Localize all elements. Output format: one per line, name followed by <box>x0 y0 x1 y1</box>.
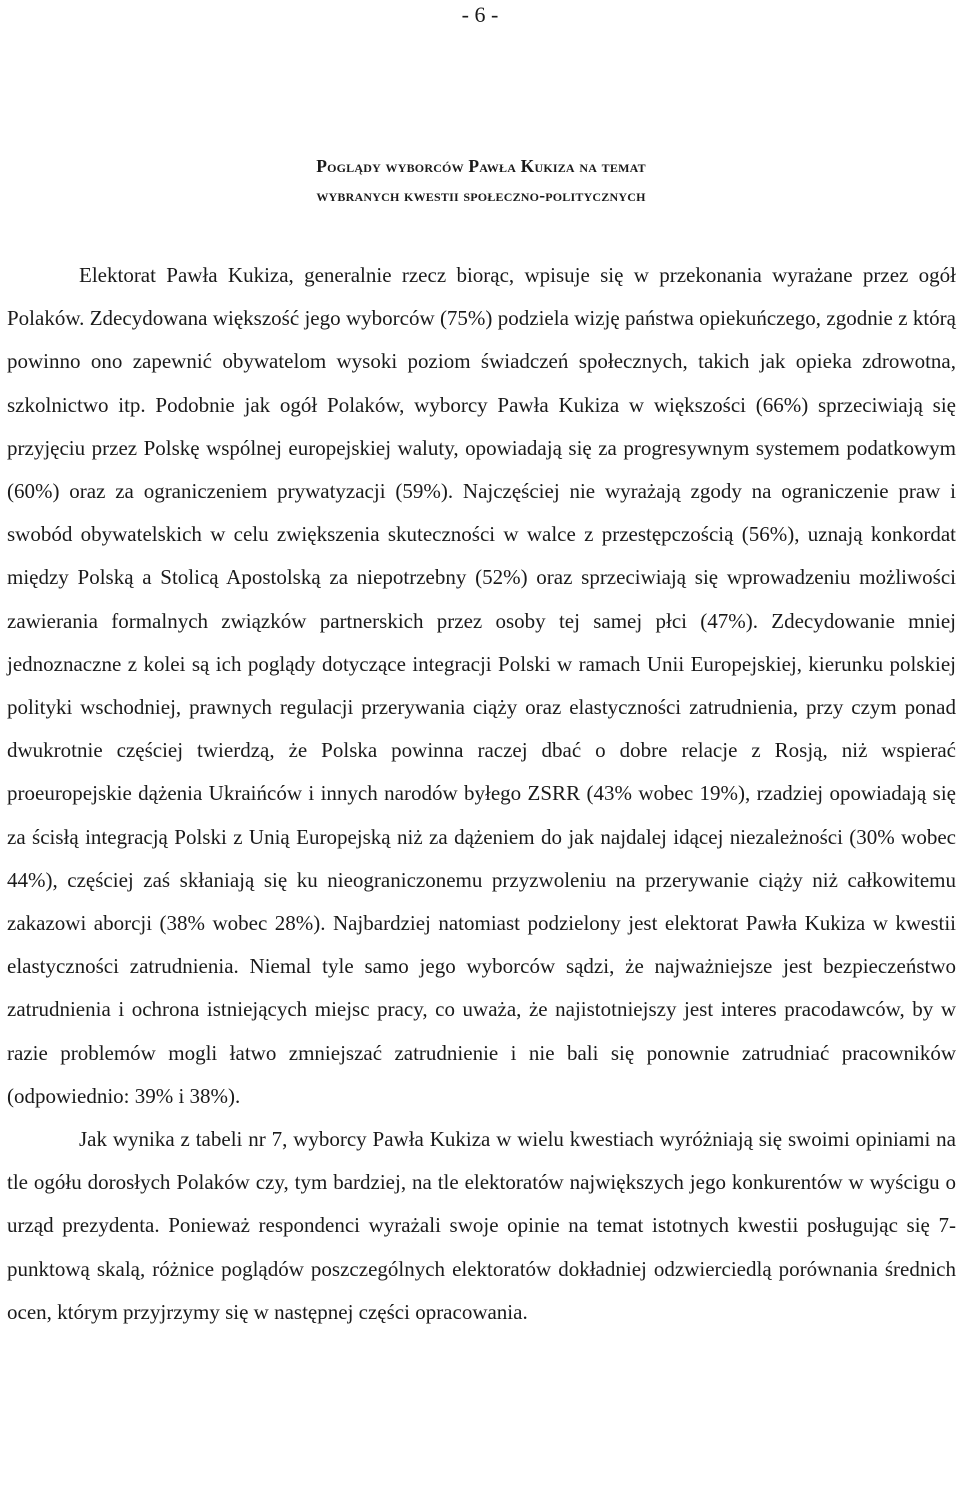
section-heading <box>6 152 956 210</box>
paragraph-2: Jak wynika z tabeli nr 7, wyborcy Pawła Kukiza w wielu kwestiach wyróżniają się swoimi opiniami na tle ogółu dorosłych Polaków czy, tym bardziej, na tle elektoratów największych jego konkurentów w wyścigu o urząd prezydenta. Ponieważ respondenci wyrażali swoje opinie na temat istotnych kwestii posługując się 7-punktową skalą, różnice poglądów poszczególnych elektoratów dokładniej odzwierciedlą porównania średnich ocen, którym przyjrzymy się w następnej części opracowania. <box>7 1127 956 1324</box>
page-number: - 6 - <box>461 2 499 27</box>
section-heading-line-2: wybranych kwestii społeczno-politycznych <box>316 185 646 205</box>
paragraph-1: Elektorat Pawła Kukiza, generalnie rzecz biorąc, wpisuje się w przekonania wyrażane przez ogół Polaków. Zdecydowana większość jego wyborców (75%) podziela wizję państwa opiekuńczego, zgodnie z którą powinno ono zapewnić obywatelom wysoki poziom świadczeń społecznych, takich jak opieka zdrowotna, szkolnictwo itp. Podobnie jak ogół Polaków, wyborcy Pawła Kukiza w większości (66%) sprzeciwiają się przyjęciu przez Polskę wspólnej europejskiej waluty, opowiadają się za progresywnym systemem podatkowym (60%) oraz za ograniczeniem prywatyzacji (59%). Najczęściej nie wyrażają zgody na ograniczenie praw i swobód obywatelskich w celu zwiększenia skuteczności w walce z przestępczością (56%), uznają konkordat między Polską a Stolicą Apostolską za niepotrzebny (52%) oraz sprzeciwiają się wprowadzeniu możliwości zawierania formalnych związków partnerskich przez osoby tej samej płci (47%). Zdecydowanie mniej jednoznaczne z kolei są ich poglądy dotyczące integracji Polski w ramach Unii Europejskiej, kierunku polskiej polityki wschodniej, prawnych regulacji przerywania ciąży oraz elastyczności zatrudnienia, przy czym ponad dwukrotnie częściej twierdzą, że Polska powinna raczej dbać o dobre relacje z Rosją, niż wspierać proeuropejskie dążenia Ukraińców i innych narodów byłego ZSRR (43% wobec 19%), rzadziej opowiadają się za ścisłą integracją Polski z Unią Europejską niż za dążeniem do jak najdalej idącej niezależności (30% wobec 44%), częściej zaś skłaniają się ku nieograniczonemu przyzwoleniu na przerywanie ciąży niż całkowitemu zakazowi aborcji (38% wobec 28%). Najbardziej natomiast podzielony jest elektorat Pawła Kukiza w kwestii elastyczności zatrudnienia. Niemal tyle samo jego wyborców sądzi, że najważniejsze jest bezpieczeństwo zatrudnienia i ochrona istniejących miejsc pracy, co uważa, że najistotniejszy jest interes pracodawców, by w razie problemów mogli łatwo zmniejszać zatrudnienie i nie bali się ponownie zatrudniać pracowników (odpowiednio: 39% i 38%). <box>7 263 956 1108</box>
body-text <box>7 254 956 1334</box>
section-heading-line-1: Poglądy wyborców Pawła Kukiza na temat <box>316 156 646 176</box>
